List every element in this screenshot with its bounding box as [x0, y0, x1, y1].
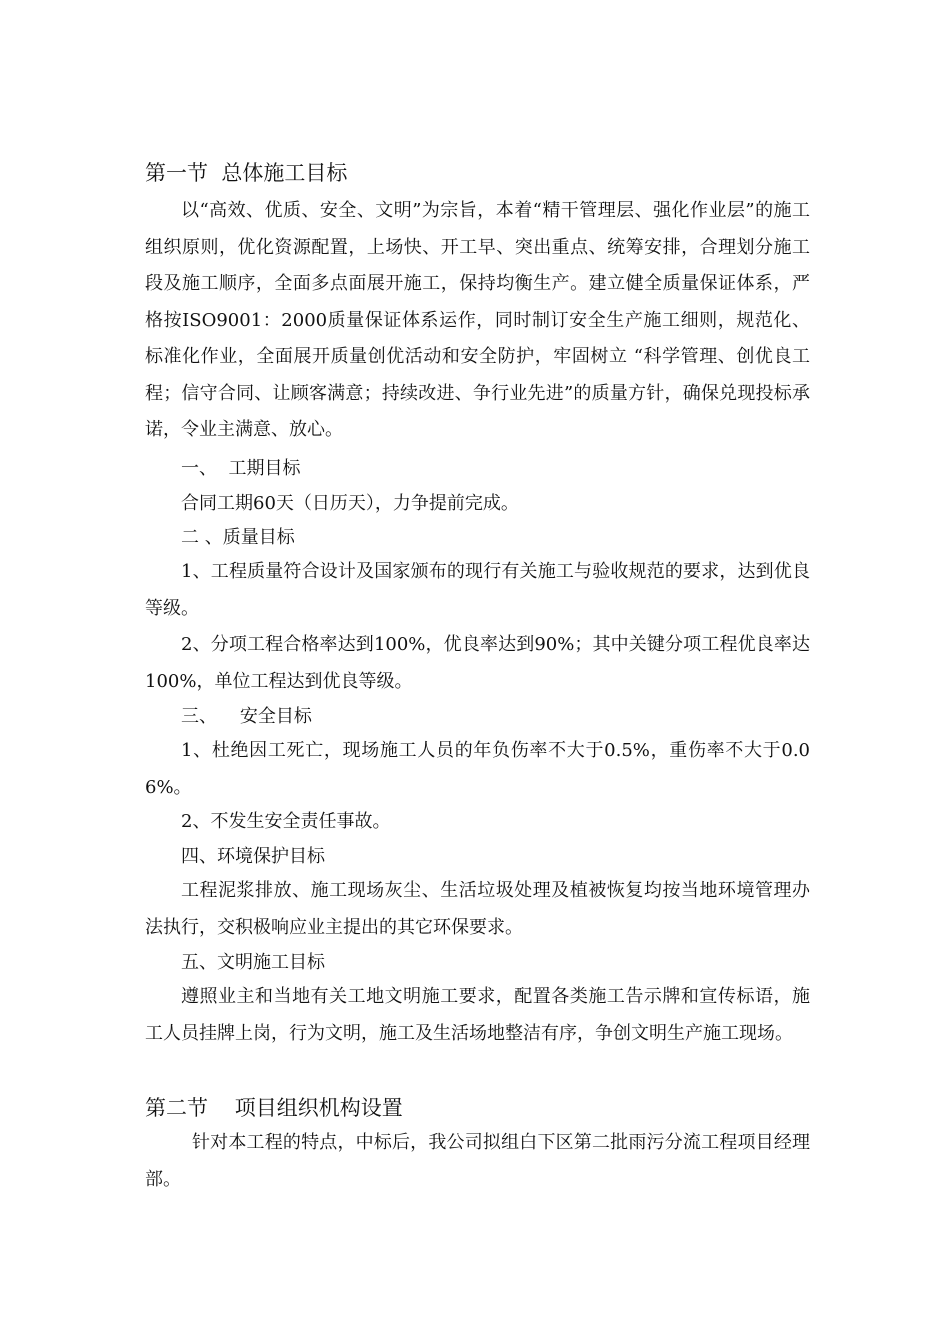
goal3-heading: 三、 安全目标 [181, 706, 312, 727]
goal4-heading: 四、环境保护目标 [181, 846, 325, 867]
goal3-item1: 1、杜绝因工死亡，现场施工人员的年负伤率不大于0.5%，重伤率不大于0.06%。 [145, 740, 810, 798]
section1-title: 第一节 总体施工目标 [145, 161, 348, 185]
section2-title: 第二节 项目组织机构设置 [145, 1096, 403, 1120]
goal2-item1: 1、工程质量符合设计及国家颁布的现行有关施工与验收规范的要求，达到优良等级。 [145, 561, 810, 619]
goal3-item2: 2、不发生安全责任事故。 [181, 811, 391, 832]
goal1-heading: 一、 工期目标 [181, 458, 301, 479]
goal1-text: 合同工期60天（日历天），力争提前完成。 [181, 493, 519, 514]
goal5-text: 遵照业主和当地有关工地文明施工要求，配置各类施工告示牌和宣传标语，施工人员挂牌上岗，行为文明，施工及生活场地整洁有序，争创文明生产施工现场。 [145, 986, 810, 1044]
goal5-heading: 五、文明施工目标 [181, 952, 325, 973]
goal4-text: 工程泥浆排放、施工现场灰尘、生活垃圾处理及植被恢复均按当地环境管理办法执行，交积极响应业主提出的其它环保要求。 [145, 880, 810, 938]
section2-text: 针对本工程的特点，中标后，我公司拟组白下区第二批雨污分流工程项目经理部。 [145, 1132, 810, 1190]
goal2-item2: 2、分项工程合格率达到100%，优良率达到90%；其中关键分项工程优良率达100%，单位工程达到优良等级。 [145, 634, 810, 692]
section1-intro-paragraph: 以“高效、优质、安全、文明”为宗旨，本着“精干管理层、强化作业层”的施工组织原则，优化资源配置，上场快、开工早、突出重点、统筹安排，合理划分施工段及施工顺序，全面多点面展开施工，保持均衡生产。建立健全质量保证体系，严格按ISO9001：2000质量保证体系运作，同时制订安全生产施工细则，规范化、标准化作业，全面展开质量创优活动和安全防护，牢固树立 “科学管理、创优良工程；信守合同、让顾客满意；持续改进、争行业先进”的质量方针，确保兑现投标承诺，令业主满意、放心。 [145, 200, 810, 440]
goal2-heading: 二 、质量目标 [181, 527, 295, 548]
